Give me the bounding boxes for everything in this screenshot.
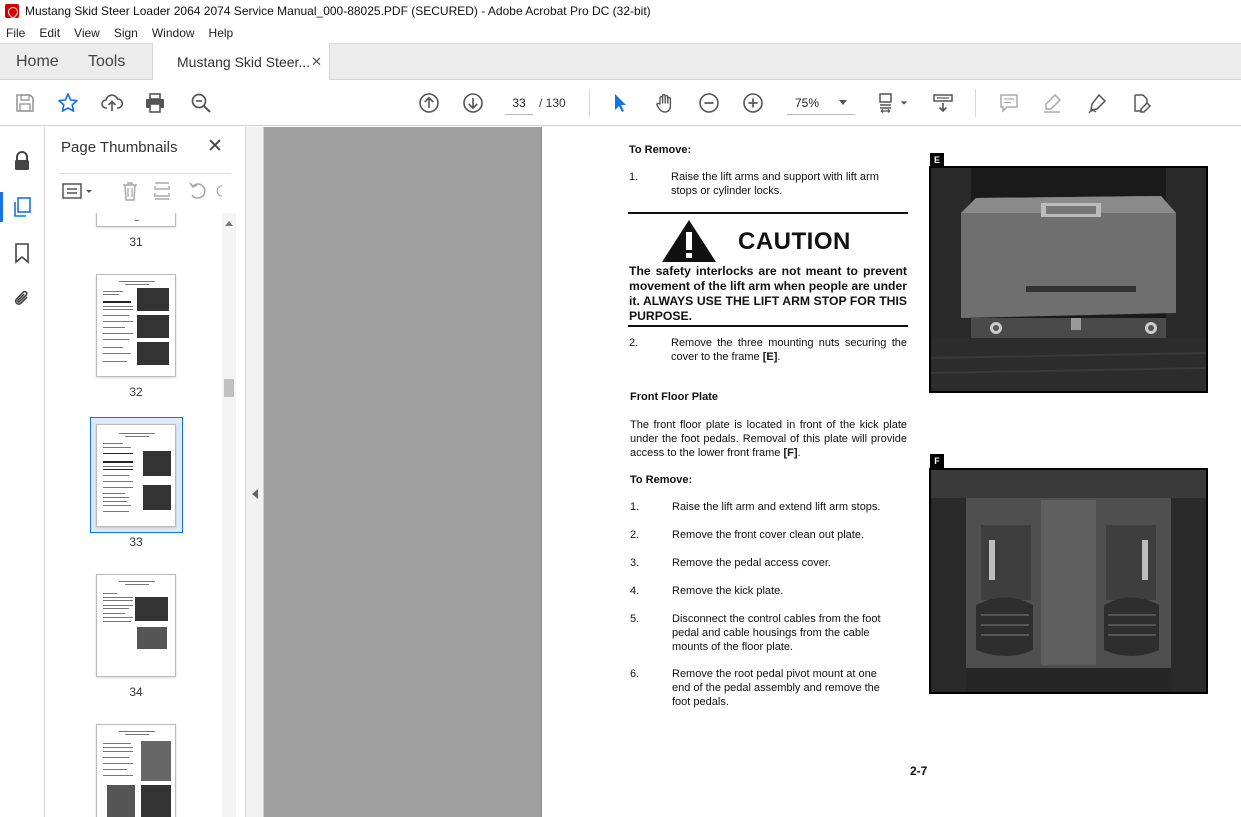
figure-f-photo — [929, 468, 1208, 694]
page-number-input[interactable] — [505, 91, 533, 115]
thumbnail-label: 34 — [129, 685, 143, 699]
menu-edit[interactable]: Edit — [39, 25, 61, 40]
thumbnail-label: 32 — [129, 385, 143, 399]
zoom-search-icon[interactable] — [189, 91, 213, 115]
step-text: Remove the front cover clean out plate. — [672, 529, 864, 541]
step-number: 2. — [630, 529, 640, 541]
thumbnail-toolbar — [59, 173, 231, 205]
toolbar-divider — [975, 89, 976, 117]
rotate-right-icon[interactable] — [215, 180, 231, 202]
figure-tag: E — [930, 153, 944, 167]
panel-title: Page Thumbnails — [61, 139, 178, 156]
fill-sign-icon[interactable] — [1129, 91, 1153, 115]
print-icon[interactable] — [143, 91, 167, 115]
page-thumbnails-icon[interactable] — [10, 195, 34, 219]
caution-heading: CAUTION — [738, 228, 851, 255]
figure-tag: F — [930, 454, 944, 468]
section-heading: Front Floor Plate — [630, 391, 718, 403]
bookmark-icon[interactable] — [10, 241, 34, 265]
figure-ref: [F] — [783, 447, 798, 459]
scrollbar-thumb[interactable] — [224, 379, 234, 397]
pdf-page — [541, 127, 1241, 817]
toolbar-divider — [589, 89, 590, 117]
to-remove-heading: To Remove: — [630, 474, 693, 486]
figure-e-photo — [929, 166, 1208, 393]
zoom-level-value: 75% — [795, 96, 820, 110]
menu-window[interactable]: Window — [151, 25, 195, 40]
page-fit-dropdown-icon[interactable] — [898, 91, 910, 115]
thumbnail-label: 33 — [129, 535, 143, 549]
menu-sign[interactable]: Sign — [113, 25, 138, 40]
thumbnail-label: 31 — [129, 235, 143, 249]
cloud-upload-icon[interactable] — [100, 91, 124, 115]
page-thumbnails-panel — [45, 127, 245, 817]
close-panel-icon[interactable]: ✕ — [207, 136, 223, 157]
tab-document-label: Mustang Skid Steer... — [177, 54, 311, 70]
step-number: 2. — [629, 337, 639, 349]
thumbnail-list — [45, 213, 245, 817]
close-tab-icon[interactable]: ✕ — [311, 54, 322, 69]
scroll-mode-icon[interactable] — [931, 91, 955, 115]
tab-home[interactable]: Home — [16, 53, 59, 70]
step-number: 4. — [630, 585, 640, 597]
caution-bottom-rule — [628, 325, 908, 327]
page-footer-number: 2-7 — [910, 764, 928, 778]
zoom-in-icon[interactable] — [741, 91, 765, 115]
step-text: Remove the root pedal pivot mount at one end of the pedal assembly and remove the foot pedals. — [672, 668, 880, 708]
step-text-body: Remove the three mounting nuts securing the cover to the frame — [671, 337, 907, 363]
rotate-left-icon[interactable] — [187, 180, 209, 202]
step-text: Disconnect the control cables from the foot pedal and cable housings from the cable mounts of the floor plate. — [672, 613, 881, 653]
page-total: / 130 — [539, 96, 566, 110]
lock-icon[interactable] — [10, 149, 34, 173]
step-text: Raise the lift arm and extend lift arm stops. — [672, 501, 881, 513]
step-number: 5. — [630, 613, 640, 625]
page-thumbnail[interactable] — [96, 274, 176, 377]
thumbnail-scrollbar[interactable] — [222, 213, 236, 817]
main-toolbar — [0, 80, 1241, 126]
tab-bar — [0, 43, 1241, 80]
left-navigation-rail — [0, 127, 45, 817]
chevron-down-icon — [839, 100, 847, 105]
extract-pages-icon[interactable] — [151, 180, 173, 202]
acrobat-logo-icon — [5, 4, 19, 18]
collapse-left-arrow-icon[interactable] — [252, 489, 258, 499]
sign-pen-icon[interactable] — [1085, 91, 1109, 115]
save-icon[interactable] — [13, 91, 37, 115]
zoom-out-icon[interactable] — [697, 91, 721, 115]
menu-file[interactable]: File — [6, 25, 26, 40]
title-bar — [0, 0, 1241, 22]
thumbnail-options-menu-icon[interactable] — [61, 180, 95, 202]
select-pointer-icon[interactable] — [608, 91, 632, 115]
caution-top-rule — [628, 212, 908, 214]
page-thumbnail[interactable] — [96, 213, 176, 227]
page-fit-icon[interactable] — [876, 91, 900, 115]
next-page-icon[interactable] — [461, 91, 485, 115]
section-paragraph-body: The front floor plate is located in front of the kick plate under the foot pedals. Removal of this plate will provide access to the lower front frame — [630, 419, 907, 459]
tab-document[interactable] — [152, 43, 330, 81]
previous-page-icon[interactable] — [417, 91, 441, 115]
star-bookmark-icon[interactable] — [56, 91, 80, 115]
window-title: Mustang Skid Steer Loader 2064 2074 Service Manual_000-88025.PDF (SECURED) - Adobe Acrobat Pro DC (32-bit) — [25, 4, 651, 18]
step-text: Remove the three mounting nuts securing the cover to the frame [E]. — [671, 337, 907, 363]
scroll-up-icon[interactable] — [225, 221, 233, 226]
page-thumbnail[interactable] — [96, 574, 176, 677]
delete-page-icon[interactable] — [119, 180, 141, 202]
step-number: 1. — [630, 501, 640, 513]
warning-triangle-icon — [660, 218, 718, 264]
step-text: Remove the kick plate. — [672, 585, 784, 597]
page-thumbnail-current[interactable] — [96, 424, 176, 527]
page-thumbnail[interactable] — [96, 724, 176, 817]
section-paragraph: The front floor plate is located in front of the kick plate under the foot pedals. Removal of this plate will provide access to the lower front frame [F]. — [630, 419, 907, 459]
menu-help[interactable]: Help — [208, 25, 234, 40]
step-text: Remove the pedal access cover. — [672, 557, 831, 569]
document-viewport[interactable] — [264, 127, 1241, 817]
attachment-paperclip-icon[interactable] — [10, 287, 34, 311]
step-number: 1. — [629, 171, 639, 183]
comment-icon[interactable] — [997, 91, 1021, 115]
figure-ref: [E] — [762, 351, 778, 363]
hand-tool-icon[interactable] — [653, 91, 677, 115]
panel-collapse-handle[interactable] — [245, 127, 264, 817]
tab-tools[interactable]: Tools — [88, 53, 126, 70]
to-remove-heading: To Remove: — [629, 144, 692, 156]
step-number: 3. — [630, 557, 640, 569]
highlight-pen-icon[interactable] — [1040, 91, 1064, 115]
step-number: 6. — [630, 668, 640, 680]
menu-bar — [0, 22, 1241, 43]
menu-view[interactable]: View — [74, 25, 100, 40]
zoom-level-dropdown[interactable] — [787, 91, 855, 115]
step-text: Raise the lift arms and support with lift arm stops or cylinder locks. — [671, 171, 879, 197]
caution-text: The safety interlocks are not meant to prevent movement of the lift arm when people are under it. ALWAYS USE THE LIFT ARM STOP FOR THIS PURPOSE. — [629, 264, 907, 323]
